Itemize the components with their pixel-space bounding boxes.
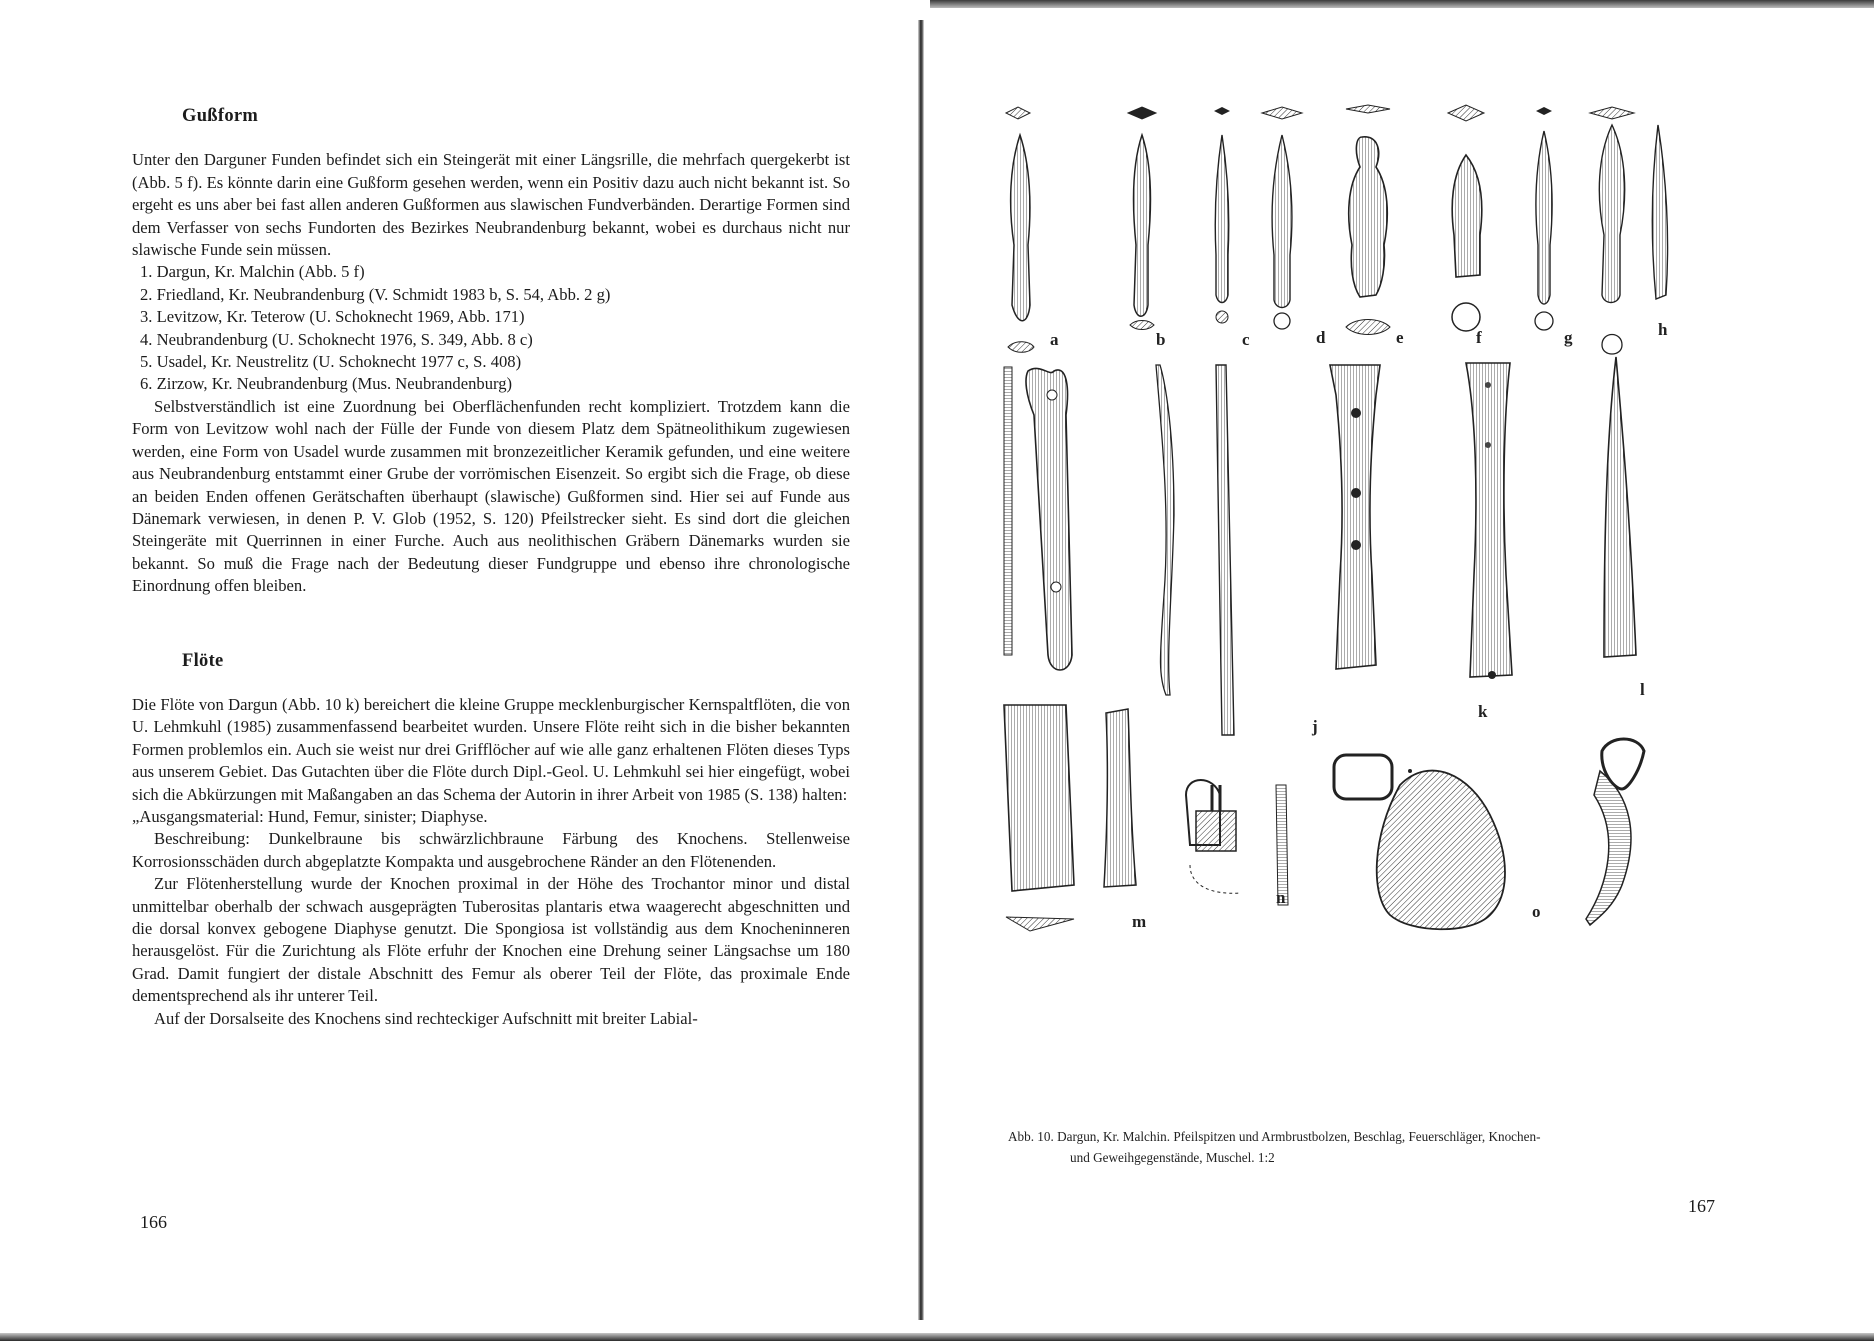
left-page xyxy=(132,105,850,1030)
site-list-item: 3. Levitzow, Kr. Teterow (U. Schoknecht 1969, Abb. 171) xyxy=(140,307,525,327)
arrowhead-g xyxy=(1535,107,1553,330)
bone-flute-k xyxy=(1330,363,1512,799)
paragraph-floete-intro: Die Flöte von Dargun (Abb. 10 k) bereichert die kleine Gruppe mecklenburgischer Kernspaltflöten, die von U. Lehmkuhl (1985) zusammenfassend bearbeitet wurden. Unsere Flöte reiht sich in die bisher bekannten Formen problemlos ein. Auch sie weist nur drei Grifflöcher auf wie alle ganz erhaltenen Flöten dieses Typs aus unserem Gebiet. Das Gutachten über die Flöte durch Dipl.-Geol. U. Lehmkuhl sei hier eingefügt, wobei sich die Abkürzungen mit Maßangaben an das Schema der Autorin in ihrer Arbeit von 1985 (S. 138) halten: xyxy=(132,694,850,804)
needle-rod-j xyxy=(1216,365,1234,735)
paragraph-gussform-discussion: Selbstverständlich ist eine Zuordnung bei Oberflächenfunden recht kompliziert. Trotzdem kann die Form von Levitzow wohl nach der Fülle der Funde von diesem Platz dem Spätneolithikum zugewiesen werden, eine Form von Usadel wurde zusammen mit bronzezeitlicher Keramik gefunden, und eine weitere aus Neubrandenburg entstammt einer Grube der vorrömischen Eisenzeit. So ergibt sich die Frage, ob diese an beiden Enden offenen Gerätschaften überhaupt (slawische) Gußformen sind. Hier sei auf Funde aus Dänemark verwiesen, in denen P. V. Glob (1952, S. 120) Pfeilstrecker sieht. Es sind dort die gleichen Steingeräte mit Querrinnen in einer Furche. Auch aus neolithischen Gräbern Dänemarks wurden sie bekannt. So muß die Frage nach der Bedeutung dieser Fundgruppe und ebenso ihre chronologische Einordnung offen bleiben. xyxy=(132,396,850,596)
arrowhead-a xyxy=(1006,107,1034,352)
paragraph-manufacture: Zur Flötenherstellung wurde der Knochen proximal in der Höhe des Trochantor minor und distal unmittelbar oberhalb der schwach ausgeprägten Tuberositas plantaris etwa waagerecht abgeschnitten und die dorsal konvex gebogene Diaphyse genutzt. Die Spongiosa ist vollständig aus dem Knocheninneren herausgelöst. Für die Zurichtung als Flöte erfuhr der Knochen eine Drehung seiner Längsachse um 180 Grad. Damit fungiert der distale Abschnitt des Femur als oberer Teil der Flöte, das proximale Ende dementsprechend als ihr unterer Teil. xyxy=(132,874,850,1006)
bone-object-left xyxy=(1004,367,1072,670)
paragraph-dorsal: Auf der Dorsalseite des Knochens sind rechteckiger Aufschnitt mit breiter Labial- xyxy=(154,1008,698,1028)
section-heading-gussform: Gußform xyxy=(182,106,259,126)
caption-line: Abb. 10. Dargun, Kr. Malchin. Pfeilspitzen und Armbrustbolzen, Beschlag, Feuerschläger, Knochen- xyxy=(1008,1129,1541,1144)
figure-letter: e xyxy=(1396,328,1404,347)
figure-letter: d xyxy=(1316,328,1326,347)
site-list-item: 1. Dargun, Kr. Malchin (Abb. 5 f) xyxy=(140,262,365,282)
figure-caption xyxy=(1008,1126,1720,1168)
figure-letter: g xyxy=(1564,328,1573,347)
figure-letter: m xyxy=(1132,912,1147,931)
figure-letter: c xyxy=(1242,330,1250,349)
site-list-item: 2. Friedland, Kr. Neubrandenburg (V. Schmidt 1983 b, S. 54, Abb. 2 g) xyxy=(140,284,611,304)
figure-abb-10 xyxy=(990,95,1730,1105)
figure-letter: j xyxy=(1312,717,1318,736)
page-number-left: 166 xyxy=(140,1212,167,1232)
awl-l xyxy=(1602,357,1644,789)
awl-rod xyxy=(1156,365,1174,695)
figure-letter: o xyxy=(1532,902,1541,921)
site-list-item: 4. Neubrandenburg (U. Schoknecht 1976, S. 349, Abb. 8 c) xyxy=(140,329,533,349)
paragraph-description: Beschreibung: Dunkelbraune bis schwärzlichbraune Färbung des Knochens. Stellenweise Korrosionsschäden durch abgeplatzte Kompakta und ausgebrochene Ränder an den Flötenenden. xyxy=(132,829,850,871)
paragraph-gussform-intro: Unter den Darguner Funden befindet sich ein Steingerät mit einer Längsrille, die mehrfach quergekerbt ist (Abb. 5 f). Es könnte darin eine Gußform gesehen werden, wenn ein Positiv dazu auch nicht bekannt ist. So ergeht es uns aber bei fast allen anderen Gußformen aus slawischen Fundverbänden. Derartige Formen sind dem Verfasser von sechs Fundorten des Bezirkes Neubrandenburg bekannt, wobei es durchaus nicht nur slawische Funde sein müssen. xyxy=(132,150,850,260)
shell-o xyxy=(1377,769,1505,929)
fire-striker xyxy=(1586,771,1631,925)
page-bottom-shadow xyxy=(0,1333,1874,1341)
section-heading-floete: Flöte xyxy=(182,650,224,671)
arrowhead-d xyxy=(1262,107,1302,329)
figure-letter: k xyxy=(1478,702,1488,721)
figure-letter: b xyxy=(1156,330,1166,349)
site-list-item: 5. Usadel, Kr. Neustrelitz (U. Schoknecht 1977 c, S. 408) xyxy=(140,352,522,372)
figure-letter: a xyxy=(1050,330,1059,349)
site-list xyxy=(132,261,850,395)
caption-line: und Geweihgegenstände, Muschel. 1:2 xyxy=(1070,1150,1275,1165)
site-list-item: 6. Zirzow, Kr. Neubrandenburg (Mus. Neubrandenburg) xyxy=(140,374,513,394)
page-number-right: 167 xyxy=(1688,1196,1715,1216)
arrowhead-h xyxy=(1590,107,1668,354)
page-top-shadow xyxy=(930,0,1874,8)
arrowhead-c xyxy=(1214,107,1230,323)
bone-object-m-left xyxy=(1004,705,1074,931)
bone-object-m xyxy=(1104,709,1136,887)
book-gutter xyxy=(918,20,924,1320)
crossbow-bolt-f xyxy=(1448,105,1484,331)
arrowhead-b xyxy=(1128,107,1156,330)
paragraph-material: „Ausgangsmaterial: Hund, Femur, sinister; Diaphyse. xyxy=(132,806,488,826)
figure-letter: f xyxy=(1476,328,1482,347)
fitting-n xyxy=(1186,780,1288,905)
artifact-drawings xyxy=(990,95,1730,1105)
figure-letter: h xyxy=(1658,320,1668,339)
figure-letter: l xyxy=(1640,680,1645,699)
figure-letter: n xyxy=(1276,888,1286,907)
crossbow-bolt-e xyxy=(1346,105,1390,335)
